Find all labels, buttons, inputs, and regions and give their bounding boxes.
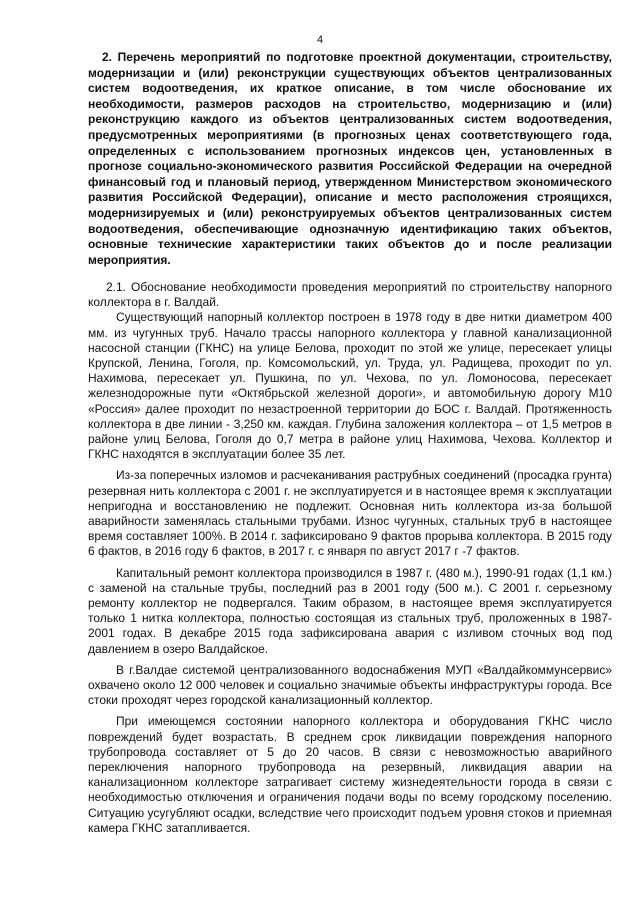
subsection-heading: 2.1. Обоснование необходимости проведения мероприятий по строительству напорного коллектора в г. Валдай. — [88, 280, 612, 310]
document-body — [88, 50, 612, 836]
paragraph-repairs: Капитальный ремонт коллектора производился в 1987 г. (480 м.), 1990-91 годах (1,1 км.) с заменой на стальные трубы, последний раз в 2001 году (500 м.). С 2001 г. серьезному ремонту коллектор не подвергался. Таким образом, в настоящее время эксплуатируется только 1 нитка коллектора, полностью состоящая из стальных труб, проложенных в 1987-2001 годах. В декабре 2015 года зафиксирована авария с изливом сточных вод под давлением в озеро Валдайское. — [88, 565, 612, 656]
paragraph-risks: При имеющемся состоянии напорного коллектора и оборудования ГКНС число повреждений будет возрастать. В среднем срок ликвидации повреждения напорного трубопровода составляет от 5 до 20 часов. В связи с невозможностью аварийного переключения напорного трубопровода на резервный, ликвидация аварии на канализационном коллекторе затрагивает систему жизнедеятельности города в связи с необходимостью отключения и ограничения подачи воды по всему городскому поселению. Ситуацию усугубляют осадки, вследствие чего происходит подъем уровня стоков и приемная камера ГКНС затапливается. — [88, 714, 612, 835]
paragraph-coverage: В г.Валдае системой централизованного водоснабжения МУП «Валдайкоммунсервис» охвачено около 12 000 человек и социально значимые объекты инфраструктуры города. Все стоки проходят через городской канализационный коллектор. — [88, 662, 612, 708]
paragraph-collector-description: Существующий напорный коллектор построен в 1978 году в две нитки диаметром 400 мм. из чугунных труб. Начало трассы напорного коллектора у главной канализационной насосной станции (ГКНС) на улице Белова, проходит по этой же улице, пересекает улицы Крупской, Ленина, Гоголя, пр. Комсомольский, ул. Труда, ул. Радищева, проходит по ул. Нахимова, пересекает ул. Пушкина, по ул. Чехова, по ул. Ломоносова, пересекает железнодорожные пути «Октябрьской железной дороги», и автомобильную дорогу М10 «Россия» далее проходит по незастроенной территории до БОС г. Валдай. Протяженность коллектора в две линии - 3,250 км. каждая. Глубина заложения коллектора – от 1,5 метров в районе улиц Белова, Гоголя до 0,7 метра в районе улиц Нахимова, Чехова. Коллектор и ГКНС находятся в эксплуатации более 35 лет. — [88, 310, 612, 462]
section-heading: 2. Перечень мероприятий по подготовке проектной документации, строительству, модернизации и (или) реконструкции существующих объектов централизованных систем водоотведения, их краткое описание, в том числе обоснование их необходимости, размеров расходов на строительство, модернизацию и (или) реконструкцию каждого из объектов централизованных систем водоотведения, предусмотренных мероприятиями (в прогнозных ценах соответствующего года, определенных с использованием прогнозных индексов цен, установленных в прогнозе социально-экономического развития Российской Федерации на очередной финансовый год и плановый период, утвержденном Министерством экономического развития Российской Федерации), описание и место расположения строящихся, модернизируемых и (или) реконструируемых объектов централизованных систем водоотведения, обеспечивающие однозначную идентификацию таких объектов, основные технические характеристики таких объектов до и после реализации мероприятия. — [88, 50, 612, 267]
page-number: 4 — [316, 34, 324, 46]
paragraph-damage: Из-за поперечных изломов и расчеканивания раструбных соединений (просадка грунта) резервная нить коллектора с 2001 г. не эксплуатируется и в настоящее время к эксплуатации непригодна и восстановлению не подлежит. Основная нить коллектора из-за большой аварийности заменялась стальными трубами. Износ чугунных, стальных труб в настоящее время составляет 100%. В 2014 г. зафиксировано 9 фактов прорыва коллектора. В 2015 году 6 фактов, в 2016 году 6 фактов, в 2017 г. с января по август 2017 г -7 фактов. — [88, 468, 612, 559]
